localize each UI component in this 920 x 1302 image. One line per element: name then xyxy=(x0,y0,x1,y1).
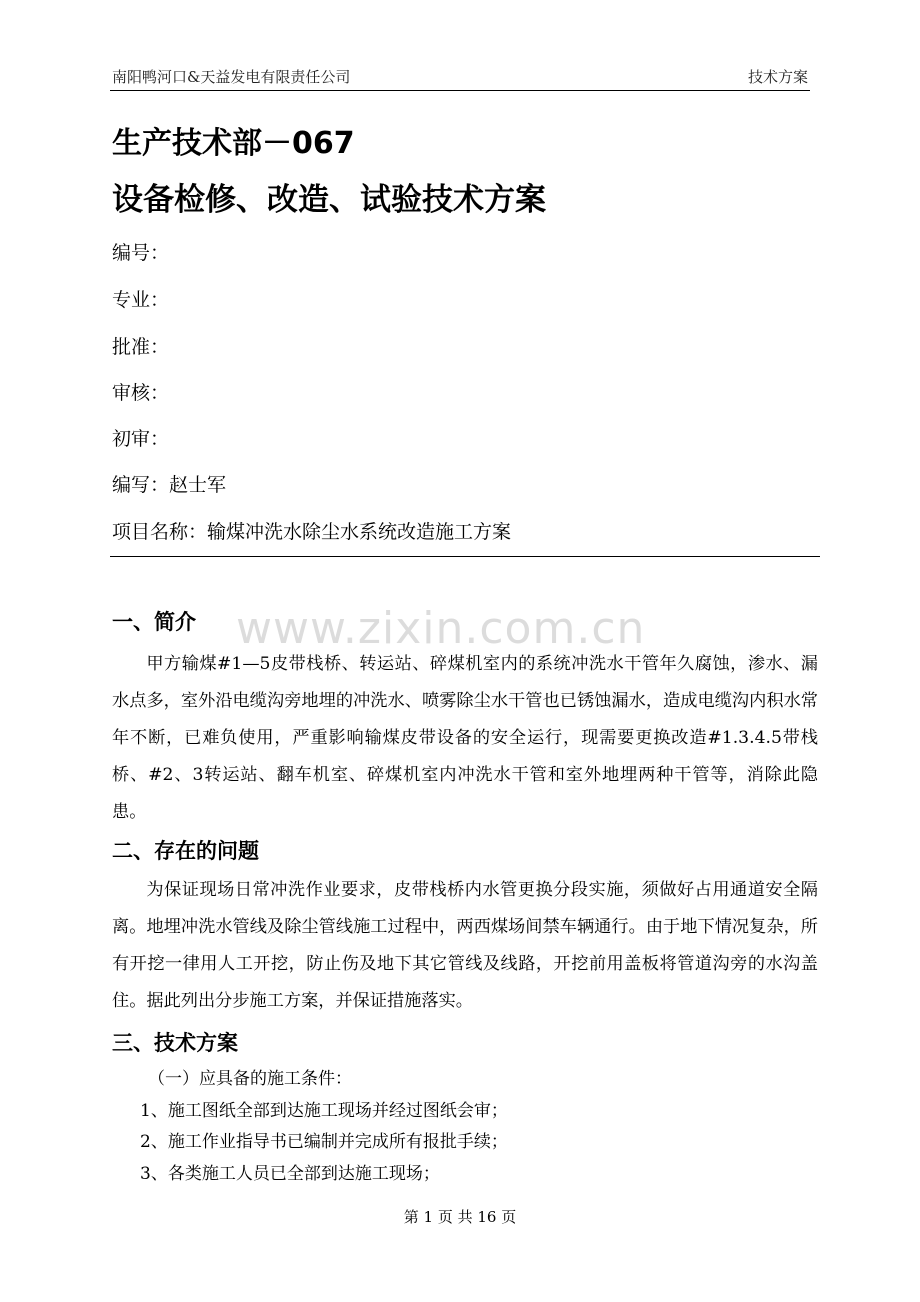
title-block-divider xyxy=(110,556,820,557)
section-1-title: 一、简介 xyxy=(112,610,196,634)
section-3-title: 三、技术方案 xyxy=(112,1031,238,1055)
header-company: 南阳鸭河口&天益发电有限责任公司 xyxy=(112,68,351,86)
field-first-review: 初审： xyxy=(112,428,170,450)
watermark: www.zixin.com.cn xyxy=(236,603,646,654)
section-3-subtitle: （一）应具备的施工条件： xyxy=(148,1069,352,1089)
list-item: 1、施工图纸全部到达施工现场并经过图纸会审； xyxy=(140,1101,508,1121)
field-approve: 批准： xyxy=(112,336,170,358)
field-specialty: 专业： xyxy=(112,289,170,311)
list-item: 2、施工作业指导书已编制并完成所有报批手续； xyxy=(140,1132,508,1152)
header-doc-type: 技术方案 xyxy=(747,68,808,86)
document-title: 设备检修、改造、试验技术方案 xyxy=(112,182,546,218)
field-number: 编号： xyxy=(112,242,170,264)
field-review: 审核： xyxy=(112,382,170,404)
field-author: 编写：赵士军 xyxy=(112,474,227,496)
field-project: 项目名称：输煤冲洗水除尘水系统改造施工方案 xyxy=(112,521,512,543)
section-2-title: 二、存在的问题 xyxy=(112,839,259,863)
list-item: 3、各类施工人员已全部到达施工现场； xyxy=(140,1164,440,1184)
department-title: 生产技术部－067 xyxy=(112,126,355,161)
section-2-text: 为保证现场日常冲洗作业要求，皮带栈桥内水管更换分段实施，须做好占用通道安全隔离。地埋冲洗水管线及除尘管线施工过程中，两西煤场间禁车辆通行。由于地下情况复杂，所有开挖一律用人工开挖，防止伤及地下其它管线及线路，开挖前用盖板将管道沟旁的水沟盖住。据此列出分步施工方案，并保证措施落实。 xyxy=(112,880,818,1011)
header-divider xyxy=(110,90,810,91)
section-1-text: 甲方输煤#1—5皮带栈桥、转运站、碎煤机室内的系统冲洗水干管年久腐蚀，渗水、漏水点多，室外沿电缆沟旁地埋的冲洗水、喷雾除尘水干管也已锈蚀漏水，造成电缆沟内积水常年不断，已难负使用，严重影响输煤皮带设备的安全运行，现需要更换改造#1.3.4.5带栈桥、#2、3转运站、翻车机室、碎煤机室内冲洗水干管和室外地埋两种干管等，消除此隐患。 xyxy=(112,654,818,822)
page-number: 第 1 页 共 16 页 xyxy=(403,1208,517,1226)
